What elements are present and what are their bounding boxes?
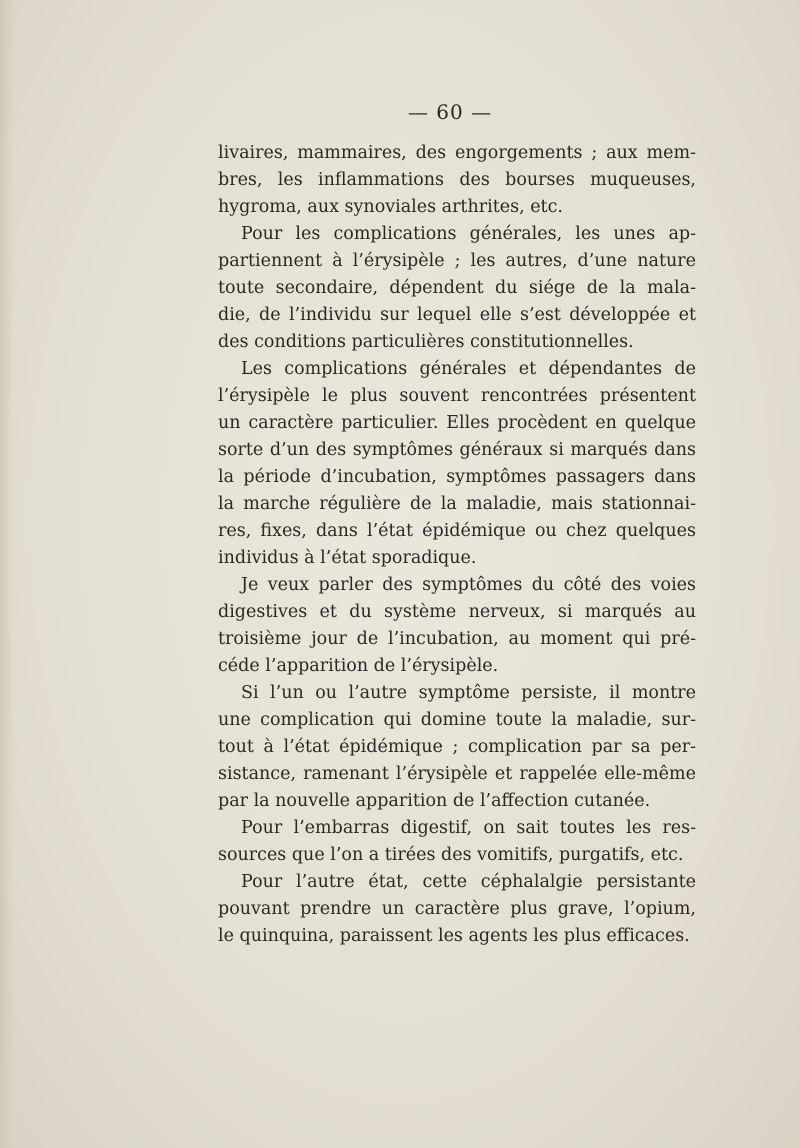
page-number: — 60 — bbox=[407, 100, 493, 124]
text-line: individus à l’état sporadique. bbox=[218, 548, 477, 568]
text-line: sources que l’on a tirées des vomitifs, purgatifs, etc. bbox=[218, 845, 684, 865]
text-line: la période d’incubation, symptômes passagers dans bbox=[218, 467, 696, 487]
text-line: sorte d’un des symptômes généraux si marqués dans bbox=[218, 440, 696, 460]
text-line: Pour l’embarras digestif, on sait toutes les res- bbox=[241, 818, 696, 838]
text-line: Je veux parler des symptômes du côté des voies bbox=[241, 575, 696, 595]
text-line: Les complications générales et dépendantes de bbox=[241, 359, 696, 379]
text-line: digestives et du système nerveux, si marqués au bbox=[218, 602, 696, 622]
text-line: des conditions particulières constitutionnelles. bbox=[218, 332, 634, 352]
text-line: bres, les inflammations des bourses muqueuses, bbox=[218, 170, 696, 190]
text-line: Pour les complications générales, les unes ap- bbox=[241, 224, 696, 244]
page-gutter-shadow bbox=[0, 0, 14, 1148]
text-line: partiennent à l’érysipèle ; les autres, d’une nature bbox=[218, 251, 696, 271]
text-line: toute secondaire, dépendent du siége de la mala- bbox=[218, 278, 696, 298]
text-line: l’érysipèle le plus souvent rencontrées présentent bbox=[218, 386, 696, 406]
text-line: pouvant prendre un caractère plus grave, l’opium, bbox=[218, 899, 696, 919]
text-line: la marche régulière de la maladie, mais stationnai- bbox=[218, 494, 696, 514]
text-line: tout à l’état épidémique ; complication par sa per- bbox=[218, 737, 696, 757]
text-line: le quinquina, paraissent les agents les plus efficaces. bbox=[218, 926, 690, 946]
text-line: une complication qui domine toute la maladie, sur- bbox=[218, 710, 696, 730]
body-text bbox=[218, 140, 696, 950]
text-line: par la nouvelle apparition de l’affection cutanée. bbox=[218, 791, 651, 811]
text-line: die, de l’individu sur lequel elle s’est développée et bbox=[218, 305, 696, 325]
text-line: hygroma, aux synoviales arthrites, etc. bbox=[218, 197, 563, 217]
text-line: res, fixes, dans l’état épidémique ou chez quelques bbox=[218, 521, 696, 541]
text-line: céde l’apparition de l’érysipèle. bbox=[218, 656, 499, 676]
text-line: livaires, mammaires, des engorgements ; aux mem- bbox=[218, 143, 696, 163]
text-line: sistance, ramenant l’érysipèle et rappelée elle-même bbox=[218, 764, 696, 784]
text-line: troisième jour de l’incubation, au moment qui pré- bbox=[218, 629, 696, 649]
text-line: un caractère particulier. Elles procèdent en quelque bbox=[218, 413, 696, 433]
text-line: Si l’un ou l’autre symptôme persiste, il montre bbox=[241, 683, 696, 703]
text-line: Pour l’autre état, cette céphalalgie persistante bbox=[241, 872, 696, 892]
